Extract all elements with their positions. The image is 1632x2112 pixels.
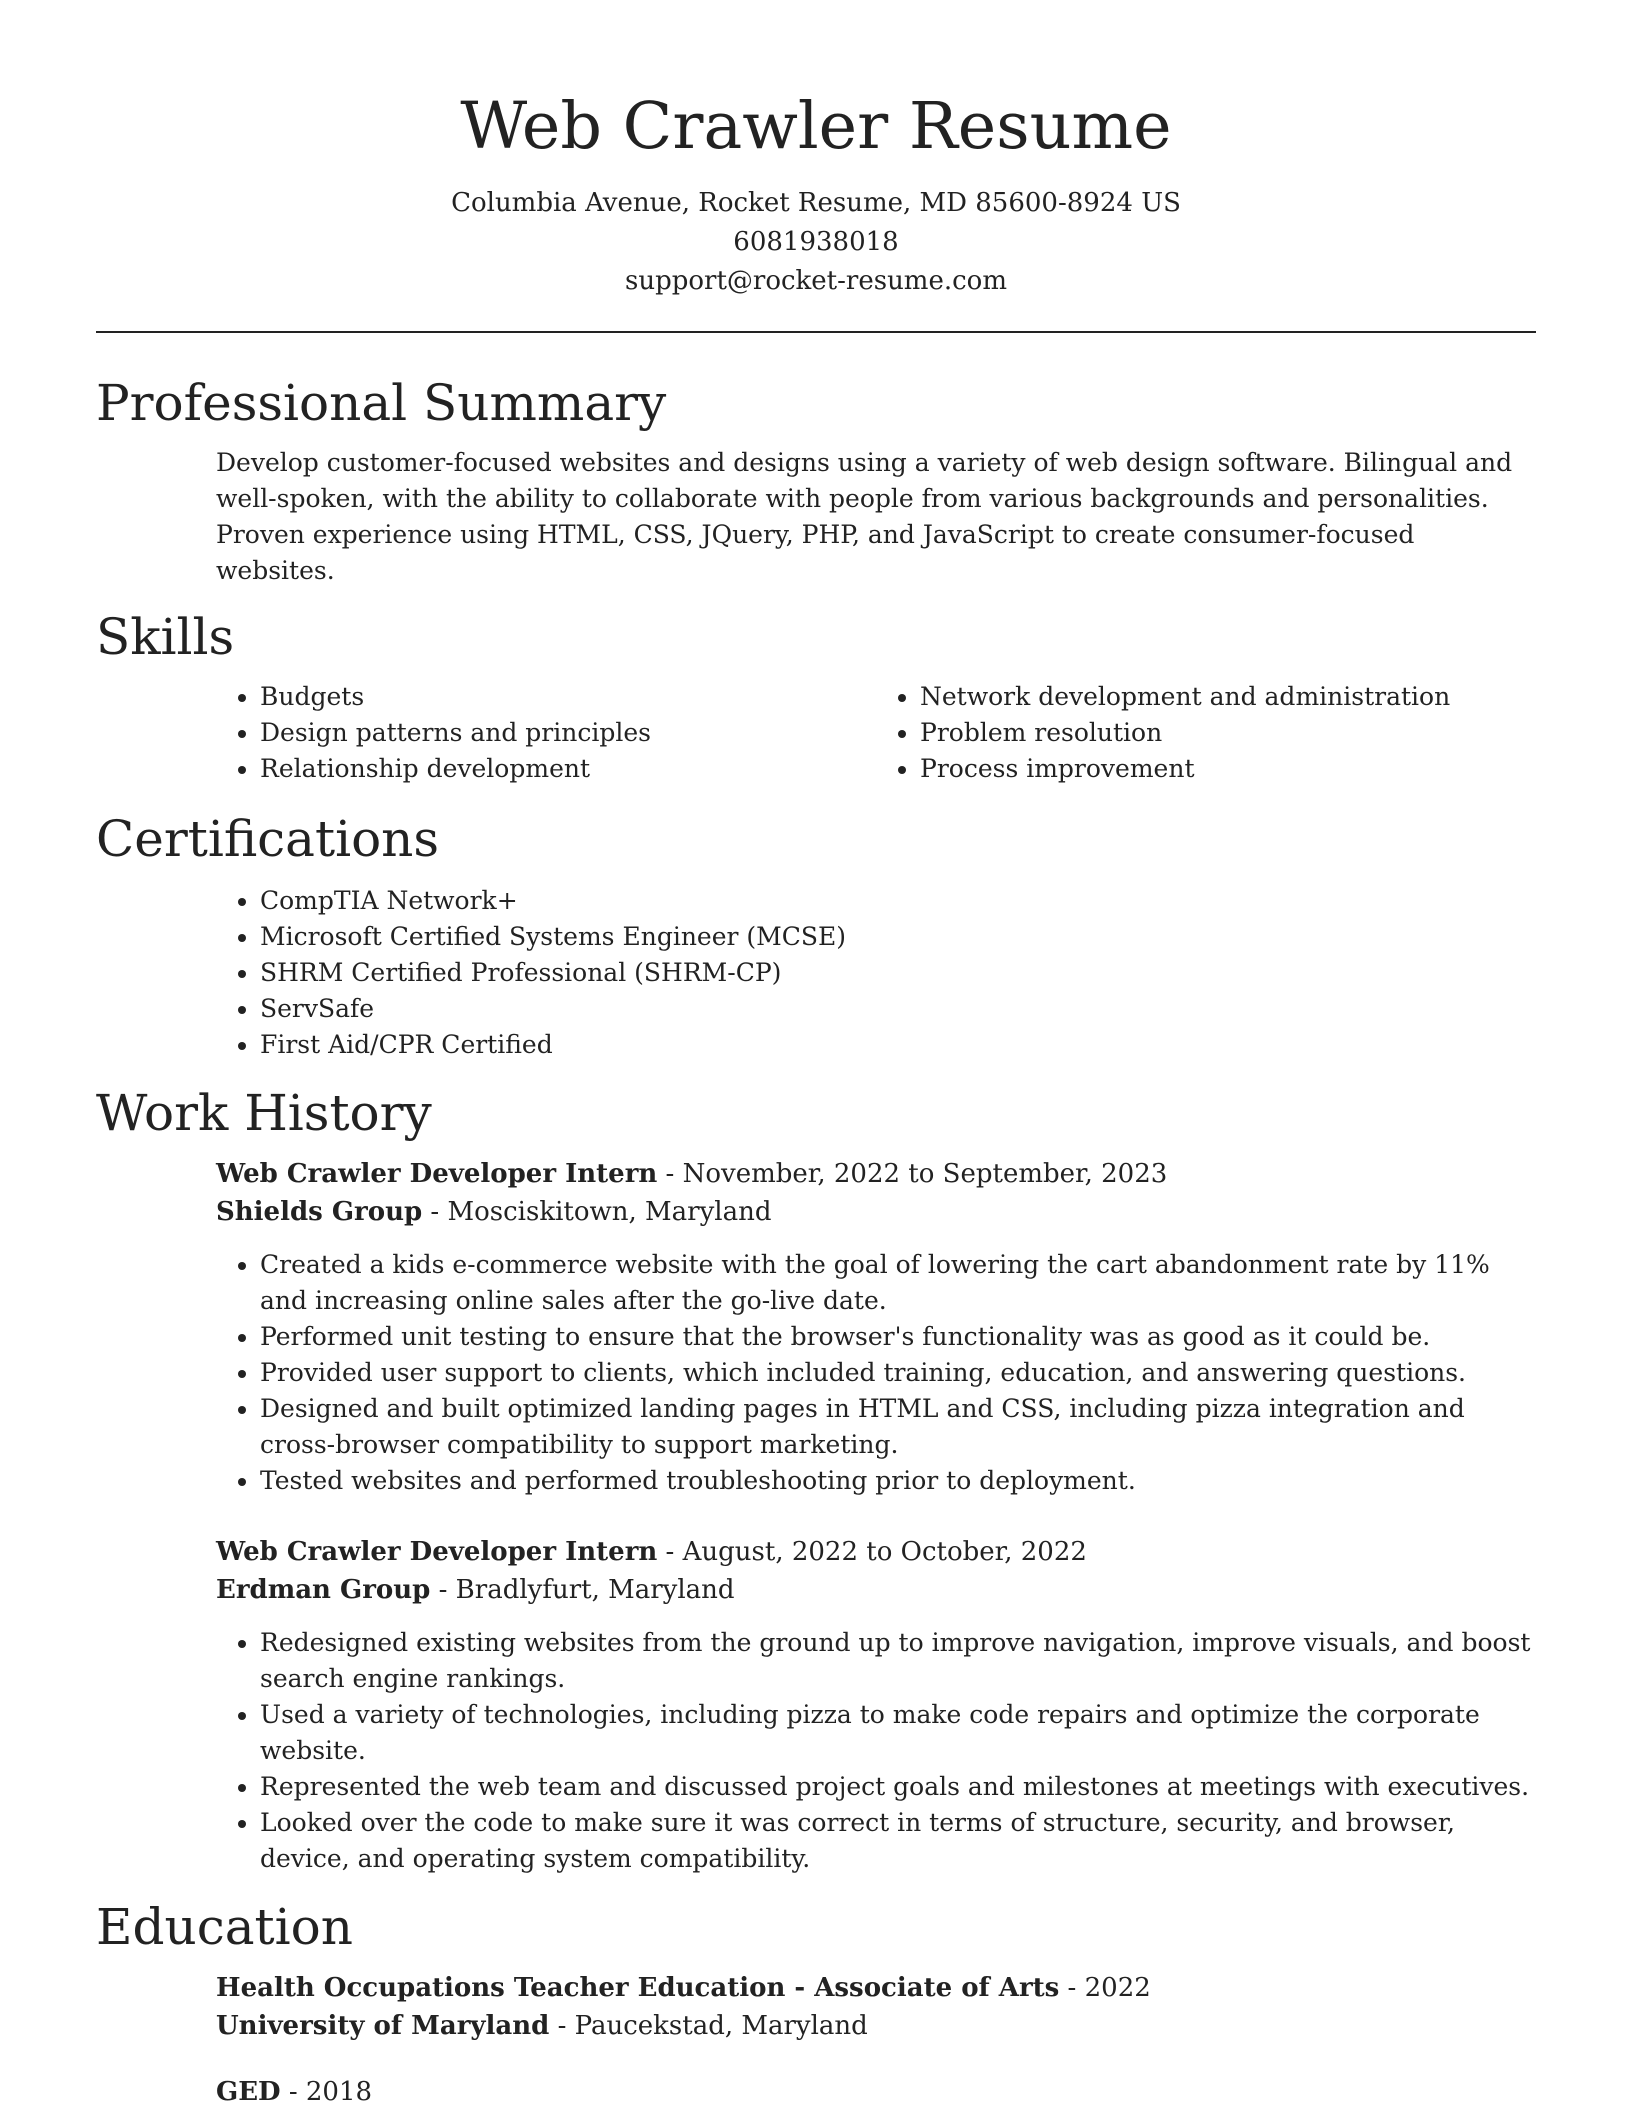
skill-item: • Network development and administration <box>920 679 1536 715</box>
resume-name: Web Crawler Resume <box>460 89 1172 164</box>
skills-column-left <box>216 679 876 787</box>
contact-phone: 6081938018 <box>733 227 899 257</box>
skill-item: • Problem resolution <box>920 715 1536 751</box>
education-year: - 2018 <box>280 2077 373 2107</box>
education-location: - Paucekstad, Maryland <box>549 2011 868 2041</box>
job-bullets <box>216 1247 1536 1499</box>
job-bullet: • Looked over the code to make sure it was correct in terms of structure, security, and browser, device, and operating system compatibility. <box>260 1805 1536 1877</box>
education-heading: Education <box>96 1898 353 1956</box>
education-school-line <box>216 2007 1536 2045</box>
job-dates: - August, 2022 to October, 2022 <box>657 1537 1087 1567</box>
education-degree-line <box>216 2073 1536 2111</box>
education-degree-line <box>216 1969 1536 2007</box>
certifications-heading: Certifications <box>96 810 440 868</box>
education-entry <box>96 1969 1536 2045</box>
job-title-line <box>216 1533 1536 1571</box>
certification-item: • CompTIA Network+ <box>260 883 1536 919</box>
contact-address: Columbia Avenue, Rocket Resume, MD 85600-8924 US <box>451 188 1181 218</box>
job-dates: - November, 2022 to September, 2023 <box>657 1159 1168 1189</box>
work-history-heading: Work History <box>96 1084 432 1142</box>
certification-item: • Microsoft Certified Systems Engineer (MCSE) <box>260 919 1536 955</box>
skill-item: • Budgets <box>260 679 876 715</box>
job-bullet: • Designed and built optimized landing pages in HTML and CSS, including pizza integration and cross-browser compatibility to support marketing. <box>260 1391 1536 1463</box>
summary-section <box>96 373 1536 589</box>
job-role: Web Crawler Developer Intern <box>216 1159 658 1189</box>
education-section <box>96 1897 1536 2111</box>
education-entry <box>96 2073 1536 2111</box>
resume-header <box>96 0 1536 301</box>
job-role: Web Crawler Developer Intern <box>216 1537 658 1567</box>
education-year: - 2022 <box>1059 1973 1151 2003</box>
contact-email: support@rocket-resume.com <box>624 266 1007 296</box>
skills-heading: Skills <box>96 608 235 666</box>
summary-text: Develop customer-focused websites and designs using a variety of web design software. Bilingual and well-spoken, with the ability to collaborate with people from various backgrounds and personalities. Proven experience using HTML, CSS, JQuery, PHP, and JavaScript to create consumer-focused websites. <box>216 448 1513 585</box>
job-company-line <box>216 1193 1536 1231</box>
job-bullet: • Tested websites and performed troubleshooting prior to deployment. <box>260 1463 1536 1499</box>
job-entry <box>96 1533 1536 1877</box>
job-bullet: • Created a kids e-commerce website with the goal of lowering the cart abandonment rate by 11% and increasing online sales after the go-live date. <box>260 1247 1536 1319</box>
job-location: - Mosciskitown, Maryland <box>422 1197 772 1227</box>
job-company-line <box>216 1571 1536 1609</box>
work-history-section <box>96 1083 1536 1877</box>
certification-item: • ServSafe <box>260 991 1536 1027</box>
certifications-section <box>96 809 1536 1063</box>
job-bullet: • Redesigned existing websites from the ground up to improve navigation, improve visuals, and boost search engine rankings. <box>260 1625 1536 1697</box>
job-title-line <box>216 1155 1536 1193</box>
job-bullet: • Represented the web team and discussed project goals and milestones at meetings with executives. <box>260 1769 1536 1805</box>
certification-item: • SHRM Certified Professional (SHRM-CP) <box>260 955 1536 991</box>
education-degree: Health Occupations Teacher Education - Associate of Arts <box>216 1973 1060 2003</box>
job-bullet: • Provided user support to clients, which included training, education, and answering questions. <box>260 1355 1536 1391</box>
education-school: University of Maryland <box>216 2011 550 2041</box>
certifications-list <box>96 883 1536 1063</box>
skills-list <box>96 679 1536 787</box>
job-bullets <box>216 1625 1536 1877</box>
job-bullet: • Performed unit testing to ensure that the browser's functionality was as good as it could be. <box>260 1319 1536 1355</box>
contact-info <box>96 184 1536 301</box>
skill-item: • Relationship development <box>260 751 876 787</box>
header-divider <box>96 331 1536 333</box>
certification-item: • First Aid/CPR Certified <box>260 1027 1536 1063</box>
skills-column-right <box>876 679 1536 787</box>
skills-section <box>96 607 1536 787</box>
skill-item: • Design patterns and principles <box>260 715 876 751</box>
job-company: Erdman Group <box>216 1575 431 1605</box>
skill-item: • Process improvement <box>920 751 1536 787</box>
job-location: - Bradlyfurt, Maryland <box>430 1575 735 1605</box>
education-degree: GED <box>216 2077 281 2107</box>
job-entry <box>96 1155 1536 1499</box>
job-bullet: • Used a variety of technologies, including pizza to make code repairs and optimize the corporate website. <box>260 1697 1536 1769</box>
summary-heading: Professional Summary <box>96 374 667 432</box>
job-company: Shields Group <box>216 1197 423 1227</box>
